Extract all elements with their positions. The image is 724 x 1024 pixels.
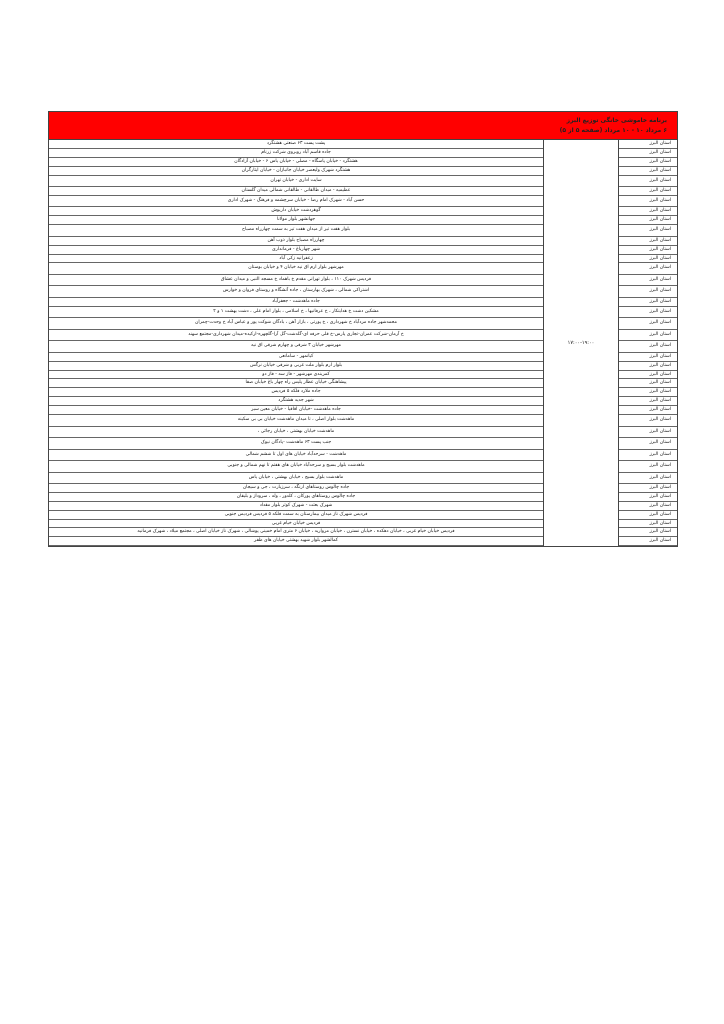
province-cell: استان البرز (619, 286, 677, 298)
area-cell: جنب پست ۶۳ ماهدشت -پادگان نیوک (49, 438, 543, 450)
area-cell: حسن آباد - شهرک امام رضا - خیابان سرچشمه و فرهنگ - شهرک اداری (49, 196, 543, 208)
province-cell: استان البرز (619, 196, 677, 208)
province-cell: استان البرز (619, 537, 677, 546)
province-cell: استان البرز (619, 330, 677, 342)
province-cell: استان البرز (619, 341, 677, 353)
table-header-banner (49, 112, 677, 140)
province-cell: استان البرز (619, 207, 677, 216)
area-cell: فردیس شهرک ناز میدان بیمارستان به سمت فلکه ۵ فردیس فردیس جنوبی (49, 511, 543, 520)
area-cell: ماهدشت - سرحدآباد خیابان های اول تا ششم شمالی (49, 450, 543, 462)
province-cell: استان البرز (619, 246, 677, 255)
area-column (49, 140, 543, 546)
area-cell: فردیس خیابان خیام غربی (49, 520, 543, 529)
province-cell: استان البرز (619, 406, 677, 415)
province-cell: استان البرز (619, 237, 677, 246)
province-cell: استان البرز (619, 520, 677, 529)
area-cell: سایت اداری - خیابان تهران (49, 176, 543, 188)
province-cell: استان البرز (619, 438, 677, 450)
time-slot-label: ۱۷:۰۰-۱۹:۰۰ (567, 340, 595, 347)
province-cell: استان البرز (619, 427, 677, 439)
area-cell: کیانمهر - سامانعی (49, 353, 543, 362)
province-cell: استان البرز (619, 263, 677, 275)
province-cell: استان البرز (619, 362, 677, 371)
province-column (618, 140, 677, 546)
area-cell: شهر چهارباغ - فرمانداری (49, 246, 543, 255)
province-cell: استان البرز (619, 493, 677, 502)
province-cell: استان البرز (619, 511, 677, 520)
area-cell: محمدشهر جاده مردآباد خ شهرداری ، خ پورتی ، بازار آهن ، بادگان شوکت پور و عباس آباد خ وحدت-چمران (49, 318, 543, 330)
province-cell: استان البرز (619, 298, 677, 307)
area-cell: بلوار ارم بلوار ملت غربی و شرقی خیابان نرگس (49, 362, 543, 371)
schedule-subtitle: ۶ مرداد ۱۰ - ۱۰ مرداد (صفحه ۵ از ۵) (559, 127, 667, 134)
province-cell: استان البرز (619, 149, 677, 158)
area-cell: جاده ماهدشت - جعفرآباد (49, 298, 543, 307)
area-cell: ماهدشت بلوار بسیج و سرحدآباد خیابان های هفتم تا نهم شمالی و جنوبی (49, 461, 543, 473)
province-cell: استان البرز (619, 379, 677, 388)
province-cell: استان البرز (619, 397, 677, 406)
area-cell: گوهردشت خیابان داریوش (49, 207, 543, 216)
area-cell: اشتراکی شمالی ، شهرک بهارستان ، جاده آتشگاه و روستای فروان و خوارس (49, 286, 543, 298)
area-cell: زعفرانیه زکی آباد (49, 255, 543, 264)
province-cell: استان البرز (619, 187, 677, 196)
province-cell: استان البرز (619, 415, 677, 427)
area-cell: هشتگرد شهرک ولیعصر خیابان جانبازان - خیابان ایثارگران (49, 167, 543, 176)
area-cell: بلوار هفت تیر از میدان هفت تیر به سمت چهارراه مصباح (49, 225, 543, 237)
area-cell: جاده ماهدشت -خیابان اقاقیا - خیابان معین سیر (49, 406, 543, 415)
area-cell: جاده قاسم آباد روبروی شرکت زرنام (49, 149, 543, 158)
province-cell: استان البرز (619, 225, 677, 237)
area-cell: ماهدشت بلوار اصلی ، تا میدان ماهدشت خیابان بی بی سکینه (49, 415, 543, 427)
area-cell: عظیمیه - میدان طالقانی - طالقانی شمالی میدان گلستان (49, 187, 543, 196)
province-cell: استان البرز (619, 167, 677, 176)
province-cell: استان البرز (619, 318, 677, 330)
province-cell: استان البرز (619, 388, 677, 397)
province-cell: استان البرز (619, 461, 677, 473)
area-cell: پشت پست ۶۳ صنعتی هشتگرد (49, 140, 543, 149)
area-cell: ماهدشت خیابان بهشتی ، خیابان رجائی ، (49, 427, 543, 439)
province-cell: استان البرز (619, 275, 677, 287)
area-cell: هشتگرد - خیابان پاسگاه - مصلی - خیابان یاس ۶ - خیابان آزادگان (49, 158, 543, 167)
area-cell: شهر جدید هشتگرد (49, 397, 543, 406)
province-cell: استان البرز (619, 528, 677, 537)
outage-schedule-table (48, 111, 678, 547)
province-cell: استان البرز (619, 371, 677, 380)
area-cell: مشکین دشت خ هدایتکار ، خ عرفانیها ، خ اسلامی ، بلوار امام علی ، دشت بهشت ۱ و ۲ (49, 307, 543, 319)
province-cell: استان البرز (619, 255, 677, 264)
area-cell: جاده چالوس روستاهای ارنگه ، سرزیارت ، جی و سیجان (49, 484, 543, 493)
area-cell: چهارراه مصباح بلوار ذوب آهن (49, 237, 543, 246)
province-cell: استان البرز (619, 502, 677, 511)
schedule-title: برنامه خاموشی خانگی توزیع البرز (566, 117, 667, 124)
province-cell: استان البرز (619, 176, 677, 188)
area-cell: پیشاهنگی خیابان عطار پلیس راه چهار باغ خیابان صفا (49, 379, 543, 388)
area-cell: جهانشهر بلوار مولانا (49, 216, 543, 225)
area-cell: کمالشهر بلوار شهید بهشتی خیابان های ظفر (49, 537, 543, 546)
area-cell: جاده چالوس روستاهای پورکان ، کلدور ، وله ، سروداز و بلیقان (49, 493, 543, 502)
province-cell: استان البرز (619, 484, 677, 493)
area-cell: شهرک بعثت - شهرک کوثر بلوار مقداد (49, 502, 543, 511)
area-cell: جاده ملارد فلکه ۵ فردیس (49, 388, 543, 397)
area-cell: مهرشهر خیابان ۳ شرقی و چهارم شرقی اق نیه (49, 341, 543, 353)
province-cell: استان البرز (619, 353, 677, 362)
area-cell: فردیس خیابان خیام غربی ، خیابان دهکده ، خیابان نسترن ، خیابان مروارید ، خیابان ۶ متری امام خمینی پوشالی ، شهرک ناز خیابان اصلی ، مجتمع میلاد ، شهرک فرمانیه (49, 528, 543, 537)
time-column (543, 140, 618, 546)
province-cell: استان البرز (619, 216, 677, 225)
area-cell: مهرشهر بلوار ارم اق نیه خیابان ۴ و خیابان بوستان (49, 263, 543, 275)
province-cell: استان البرز (619, 473, 677, 485)
area-cell: کمربندی مهرشهر - فاز سه - فاز دو (49, 371, 543, 380)
area-cell: ماهدشت بلوار بسیج ، خیابان بهشتی ، خیابان یاس (49, 473, 543, 485)
area-cell: خ آرمان-شرکت عمران-تجاری پارس-خ قلی حرفه ای-گلدشت-گل آرا-گلچهره-ارکیده-میدان شهرداری-مجتمع سهند (49, 330, 543, 342)
table-body (49, 140, 677, 546)
province-cell: استان البرز (619, 158, 677, 167)
province-cell: استان البرز (619, 307, 677, 319)
province-cell: استان البرز (619, 140, 677, 149)
province-cell: استان البرز (619, 450, 677, 462)
area-cell: فردیس شهرک ۱۱۰ ، بلوار تهرانی مقدم خ باهماد خ مسجد النبی و میدان عشاق (49, 275, 543, 287)
